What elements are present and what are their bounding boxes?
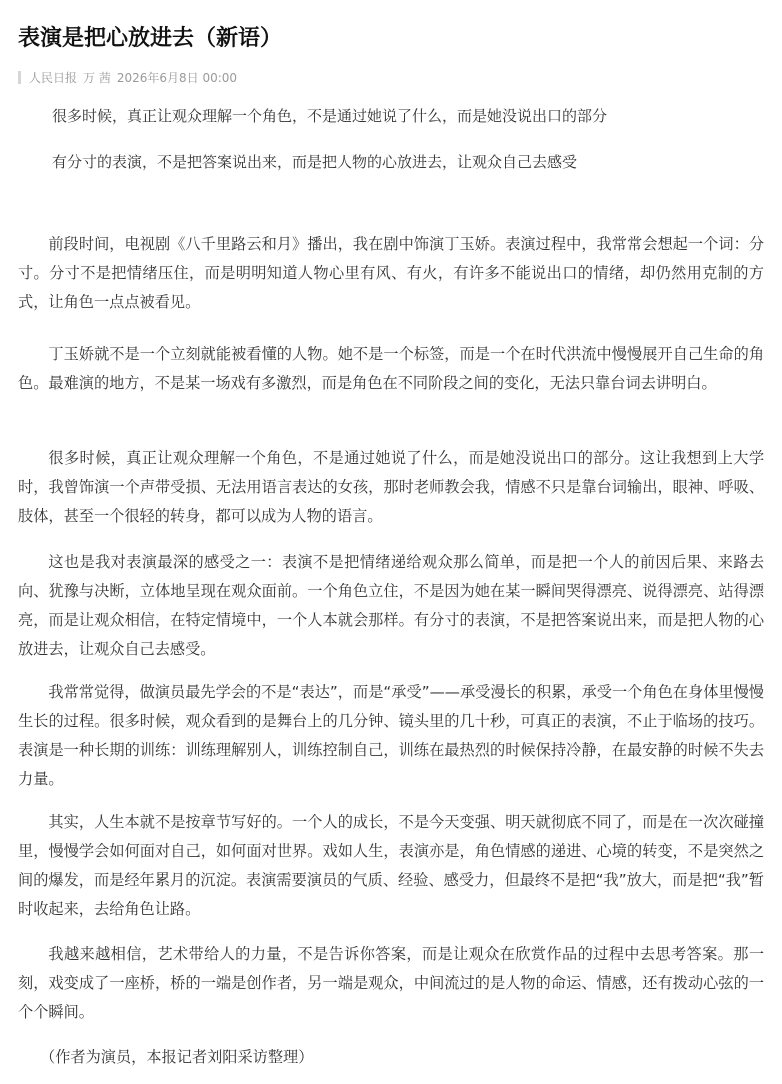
article-title: 表演是把心放进去（新语） bbox=[18, 26, 283, 51]
body-paragraph: 很多时候，真正让观众理解一个角色，不是通过她说了什么，而是她没说出口的部分。这让我想到上大学时，我曾饰演一个声带受损、无法用语言表达的女孩，那时老师教会我，情感不只是靠台词输出，眼神、呼吸、肢体，甚至一个很轻的转身，都可以成为人物的语言。 bbox=[18, 449, 764, 525]
meta-author: 万 茜 bbox=[83, 70, 111, 85]
author-note: （作者为演员，本报记者刘阳采访整理） bbox=[40, 1048, 314, 1066]
article-meta bbox=[18, 68, 237, 86]
meta-source[interactable]: 人民日报 bbox=[29, 70, 78, 85]
meta-divider-bar bbox=[18, 71, 21, 84]
body-paragraph: 其实，人生本就不是按章节写好的。一个人的成长，不是今天变强、明天就彻底不同了，而是在一次次碰撞里，慢慢学会如何面对自己，如何面对世界。戏如人生，表演亦是，角色情感的递进、心境的转变，不是突然之间的爆发，而是经年累月的沉淀。表演需要演员的气质、经验、感受力，但最终不是把“我”放大，而是把“我”暂时收起来，去给角色让路。 bbox=[18, 813, 764, 918]
body-paragraph: 前段时间，电视剧《八千里路云和月》播出，我在剧中饰演丁玉娇。表演过程中，我常常会想起一个词：分寸。分寸不是把情绪压住，而是明明知道人物心里有风、有火，有许多不能说出口的情绪，却仍然用克制的方式，让角色一点点被看见。 bbox=[18, 235, 764, 311]
meta-date: 2026年6月8日 00:00 bbox=[116, 70, 238, 85]
body-paragraph: 丁玉娇就不是一个立刻就能被看懂的人物。她不是一个标签，而是一个在时代洪流中慢慢展开自己生命的角色。最难演的地方，不是某一场戏有多激烈，而是角色在不同阶段之间的变化，无法只靠台词去讲明白。 bbox=[18, 345, 764, 392]
summary-line: 很多时候，真正让观众理解一个角色，不是通过她说了什么，而是她没说出口的部分 bbox=[52, 107, 608, 125]
summary-line: 有分寸的表演，不是把答案说出来，而是把人物的心放进去，让观众自己去感受 bbox=[52, 153, 578, 171]
body-paragraph: 这也是我对表演最深的感受之一：表演不是把情绪递给观众那么简单，而是把一个人的前因后果、来路去向、犹豫与决断，立体地呈现在观众面前。一个角色立住，不是因为她在某一瞬间哭得漂亮、说得漂亮、站得漂亮，而是让观众相信，在特定情境中，一个人本就会那样。有分寸的表演，不是把答案说出来，而是把人物的心放进去，让观众自己去感受。 bbox=[18, 553, 764, 658]
body-paragraph: 我常常觉得，做演员最先学会的不是“表达”，而是“承受”——承受漫长的积累，承受一个角色在身体里慢慢生长的过程。很多时候，观众看到的是舞台上的几分钟、镜头里的几十秒，可真正的表演，不止于临场的技巧。表演是一种长期的训练：训练理解别人，训练控制自己，训练在最热烈的时候保持冷静，在最安静的时候不失去力量。 bbox=[18, 683, 764, 788]
body-paragraph: 我越来越相信，艺术带给人的力量，不是告诉你答案，而是让观众在欣赏作品的过程中去思考答案。那一刻，戏变成了一座桥，桥的一端是创作者，另一端是观众，中间流过的是人物的命运、情感，还有拨动心弦的一个个瞬间。 bbox=[18, 945, 764, 1021]
